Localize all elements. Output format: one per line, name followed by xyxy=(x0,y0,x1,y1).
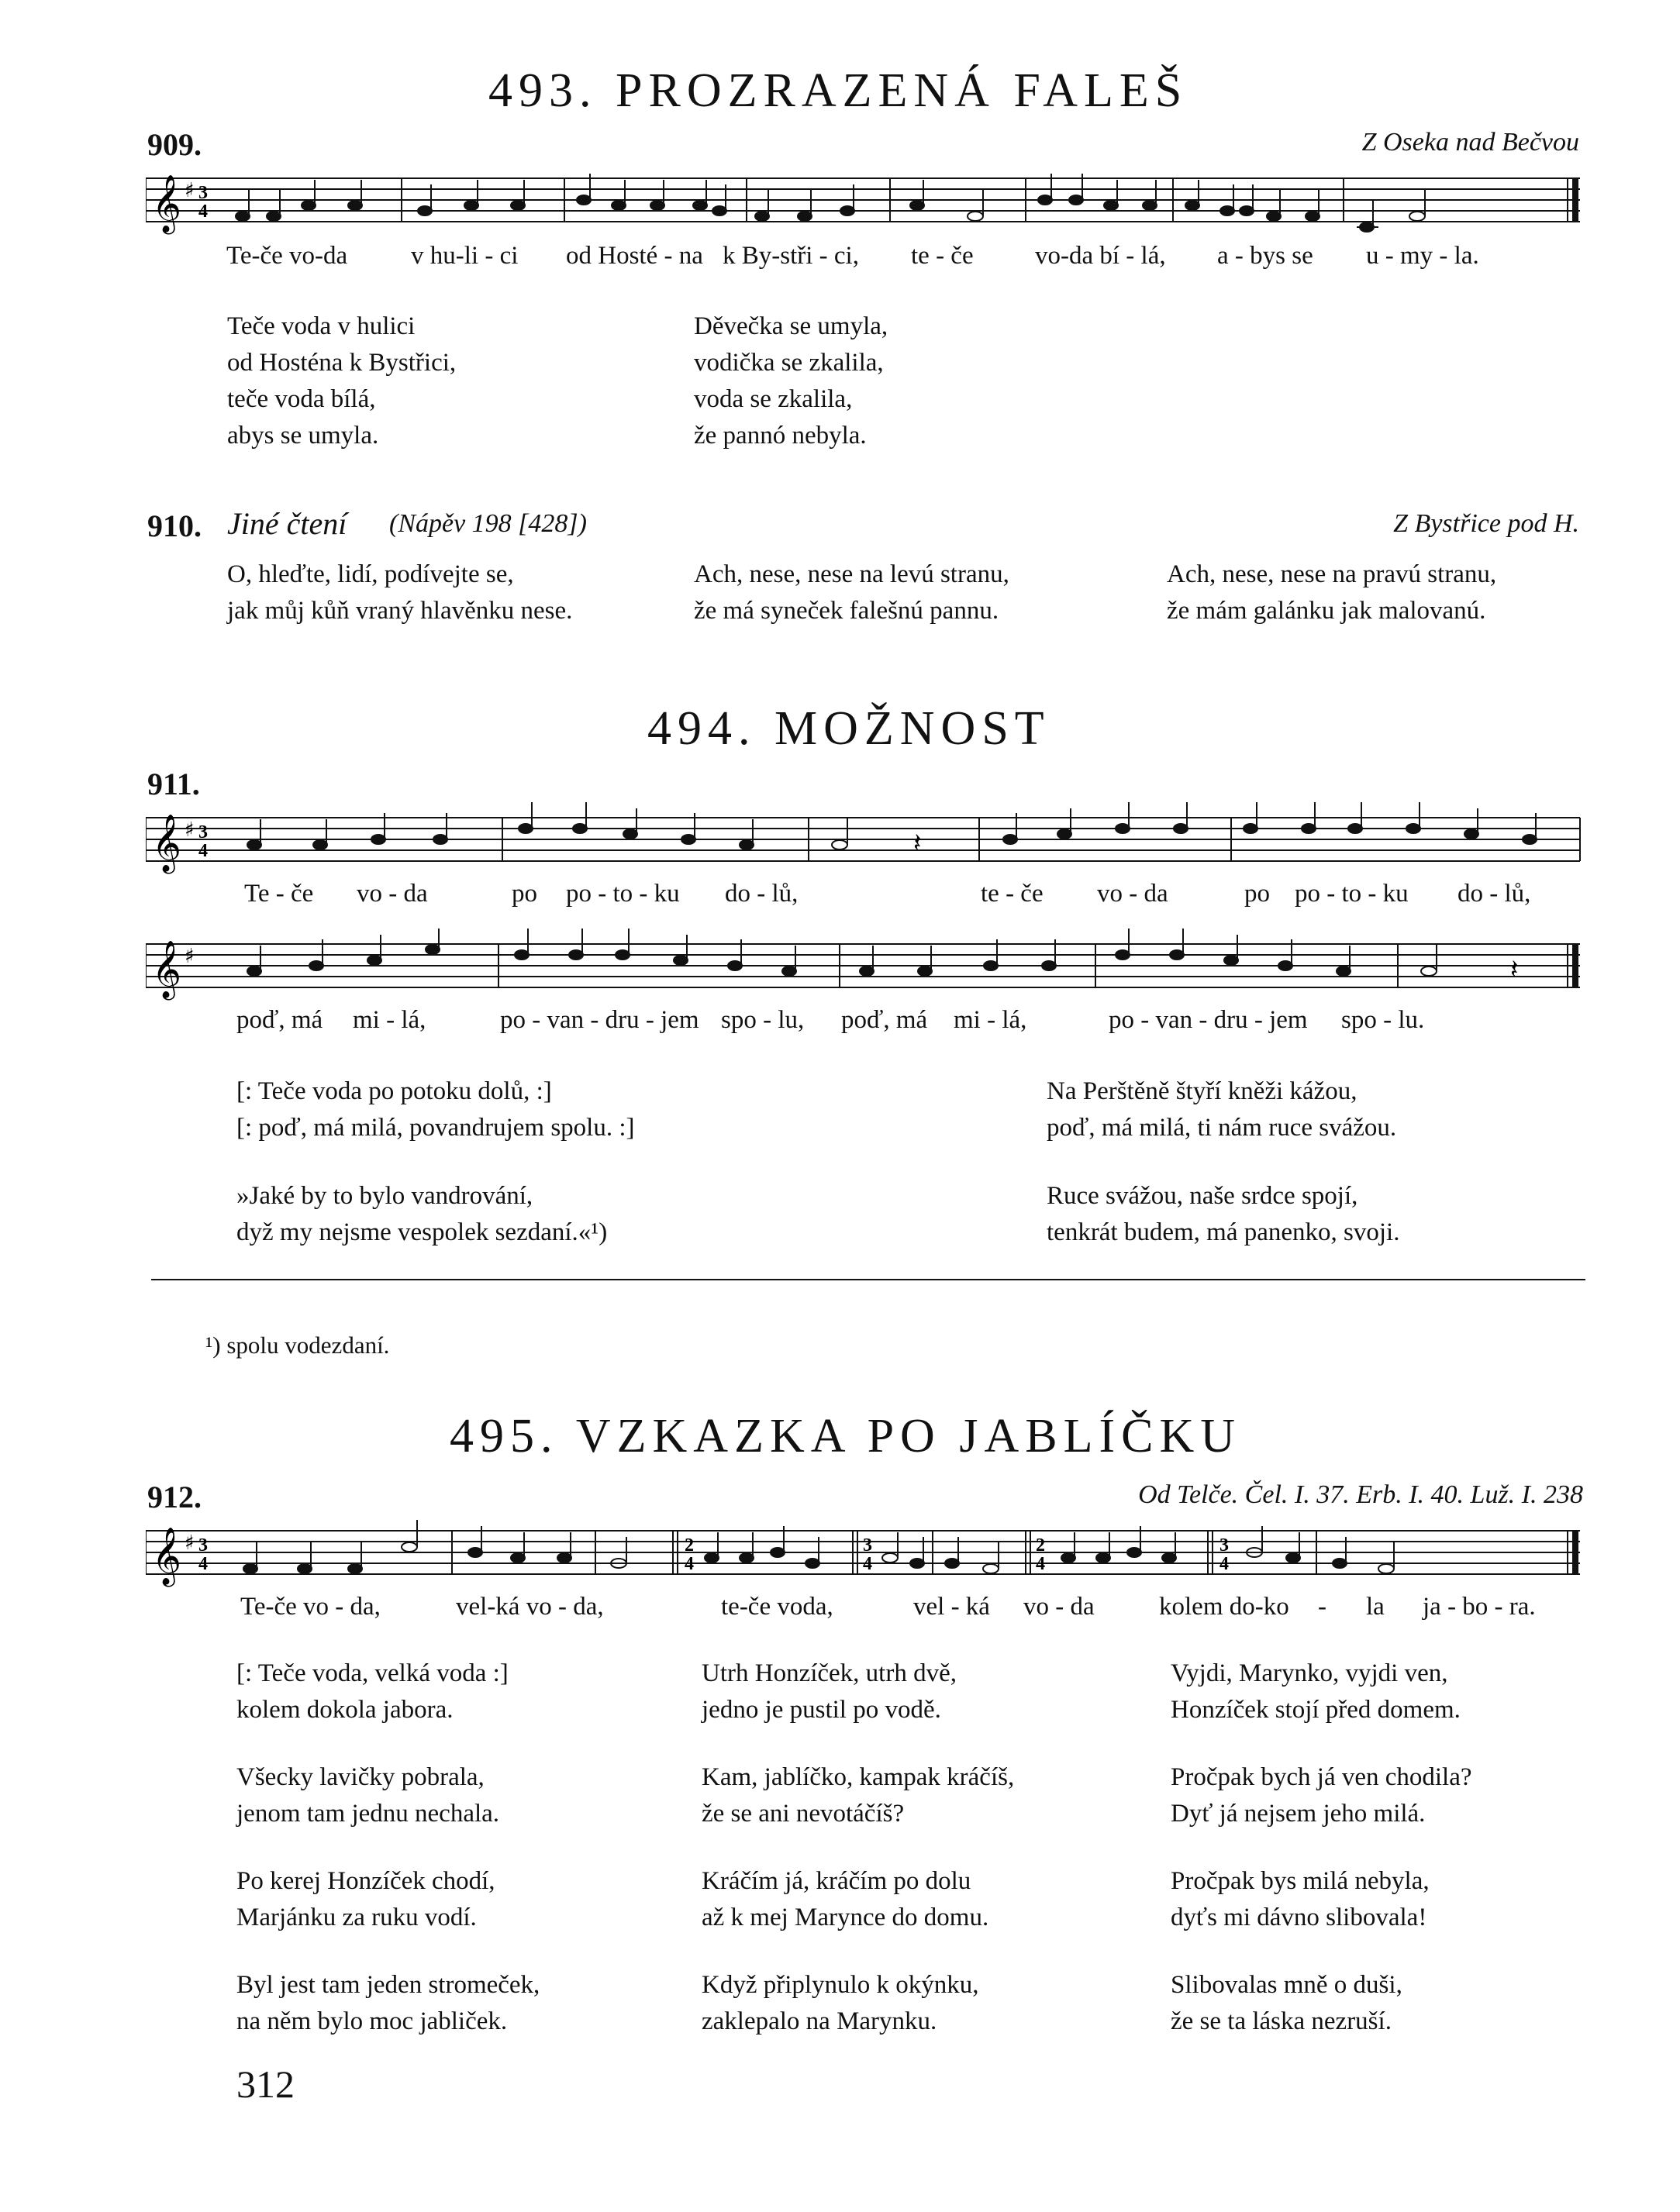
variant-label: Jiné čtení xyxy=(227,506,347,541)
music-staff-909 xyxy=(146,163,1584,240)
verse-494-col1a: [: Teče voda po potoku dolů, :] [: poď, má milá, povandrujem spolu. :] xyxy=(236,1077,635,1142)
variant-source: Z Bystřice pod H. xyxy=(1393,509,1579,538)
verse-495-c2v4: Když připlynulo k okýnku, zaklepalo na Marynku. xyxy=(702,1971,979,2035)
verse-494-col2b: Ruce svážou, naše srdce spojí, tenkrát budem, má panenko, svoji. xyxy=(1047,1182,1400,1246)
verse-495-c3v2: Pročpak bych já ven chodila? Dyť já nejsem jeho milá. xyxy=(1171,1763,1472,1828)
lyric-912-8: la xyxy=(1366,1593,1385,1621)
lyric-911-7: vo - da xyxy=(1097,880,1168,908)
verse-910-col3: Ach, nese, nese na pravú stranu, že mám galánku jak malovanú. xyxy=(1167,560,1497,625)
verse-493-col1: Teče voda v hulici od Hosténa k Bystřici, teče voda bílá, abys se umyla. xyxy=(227,312,457,450)
svg-text:𝄞: 𝄞 xyxy=(152,815,181,872)
source-495: Od Telče. Čel. I. 37. Erb. I. 40. Luž. I. 238 xyxy=(1138,1480,1583,1509)
svg-text:♯: ♯ xyxy=(185,818,195,842)
song-title-494: 494. MOŽNOST xyxy=(647,702,1050,755)
lyric-911-b5: poď, má xyxy=(841,1006,928,1034)
svg-text:4: 4 xyxy=(198,202,208,222)
lyric-911-6: te - če xyxy=(981,880,1044,908)
svg-text:3: 3 xyxy=(198,1535,208,1556)
lyric-912-5: vo - da xyxy=(1023,1593,1095,1621)
svg-text:♯: ♯ xyxy=(185,1532,195,1555)
verse-910-col1: O, hleďte, lidí, podívejte se, jak můj kůň vraný hlavěnku nese. xyxy=(227,560,573,625)
song-title-495: 495. VZKAZKA PO JABLÍČKU xyxy=(450,1410,1242,1463)
lyric-909-6: vo-da bí - lá, xyxy=(1035,242,1166,270)
lyric-912-9: ja - bo - ra. xyxy=(1423,1593,1536,1621)
lyric-909-2: v hu-li - ci xyxy=(411,242,519,270)
svg-text:4: 4 xyxy=(198,1554,208,1574)
svg-text:3: 3 xyxy=(198,822,208,842)
verse-495-c3v4: Slibovalas mně o duši, že se ta láska nezruší. xyxy=(1171,1971,1402,2035)
source-493: Z Oseka nad Bečvou xyxy=(1361,128,1579,157)
svg-text:2: 2 xyxy=(1036,1535,1045,1556)
lyric-912-1: Te-če vo - da, xyxy=(240,1593,381,1621)
svg-text:4: 4 xyxy=(863,1554,872,1574)
verse-910-col2: Ach, nese, nese na levú stranu, že má syneček falešnú pannu. xyxy=(694,560,1009,625)
lyric-909-7: a - bys se xyxy=(1217,242,1313,270)
lyric-911-b3: po - van - dru - jem xyxy=(500,1006,699,1034)
lyric-909-4: k By-stři - ci, xyxy=(723,242,859,270)
lyric-909-1: Te-če vo-da xyxy=(226,242,348,270)
svg-text:𝄞: 𝄞 xyxy=(152,1528,181,1585)
lyric-911-b1: poď, má xyxy=(236,1006,323,1034)
lyric-912-6: kolem do-ko xyxy=(1159,1593,1289,1621)
svg-text:3: 3 xyxy=(1219,1535,1229,1556)
verse-495-c3v3: Pročpak bys milá nebyla, dyťs mi dávno slibovala! xyxy=(1171,1867,1430,1931)
tune-number-909: 909. xyxy=(147,127,202,162)
svg-text:𝄞: 𝄞 xyxy=(152,941,181,998)
svg-text:𝄞: 𝄞 xyxy=(152,175,181,233)
verse-494-col1b: »Jaké by to bylo vandrování, dyž my nejsme vespolek sezdaní.«¹) xyxy=(236,1182,608,1246)
svg-text:3: 3 xyxy=(198,183,208,203)
svg-text:𝄽: 𝄽 xyxy=(913,828,922,859)
lyric-911-b4: spo - lu, xyxy=(721,1006,805,1034)
footnote: ¹) spolu vodezdaní. xyxy=(205,1332,390,1359)
verse-495-c2v3: Kráčím já, kráčím po dolu až k mej Marynce do domu. xyxy=(702,1867,989,1931)
lyric-911-b7: po - van - dru - jem xyxy=(1109,1006,1308,1034)
lyric-912-7: - xyxy=(1318,1593,1326,1621)
svg-text:2: 2 xyxy=(685,1535,694,1556)
lyric-909-3: od Hosté - na xyxy=(566,242,703,270)
lyric-911-b8: spo - lu. xyxy=(1341,1006,1425,1034)
lyric-912-2: vel-ká vo - da, xyxy=(456,1593,604,1621)
svg-text:4: 4 xyxy=(685,1554,694,1574)
tune-number-910: 910. xyxy=(147,508,202,543)
tune-number-911: 911. xyxy=(147,767,200,801)
svg-text:♯: ♯ xyxy=(185,945,195,968)
verse-493-col2: Děvečka se umyla, vodička se zkalila, voda se zkalila, že pannó nebyla. xyxy=(694,312,888,450)
verse-495-c1v3: Po kerej Honzíček chodí, Marjánku za ruku vodí. xyxy=(236,1867,495,1931)
lyric-909-8: u - my - la. xyxy=(1366,242,1479,270)
music-staff-912 xyxy=(146,1515,1584,1593)
lyric-911-2: vo - da xyxy=(357,880,428,908)
verse-495-c1v2: Všecky lavičky pobrala, jenom tam jednu nechala. xyxy=(236,1763,500,1828)
song-title-493: 493. PROZRAZENÁ FALEŠ xyxy=(488,64,1188,117)
footnote-rule xyxy=(151,1279,1585,1280)
lyric-911-9: po - to - ku xyxy=(1295,880,1409,908)
lyric-911-4: po - to - ku xyxy=(566,880,680,908)
lyric-911-10: do - lů, xyxy=(1457,880,1531,908)
verse-495-c3v1: Vyjdi, Marynko, vyjdi ven, Honzíček stojí před domem. xyxy=(1171,1659,1461,1724)
svg-text:4: 4 xyxy=(1219,1554,1229,1574)
lyric-911-b2: mi - lá, xyxy=(353,1006,426,1034)
verse-495-c1v1: [: Teče voda, velká voda :] kolem dokola jabora. xyxy=(236,1659,509,1724)
music-staff-911-a xyxy=(146,802,1584,880)
verse-495-c2v2: Kam, jablíčko, kampak kráčíš, že se ani nevotáčíš? xyxy=(702,1763,1015,1828)
lyric-911-1: Te - če xyxy=(244,880,314,908)
svg-text:𝄽: 𝄽 xyxy=(1510,954,1519,985)
lyric-912-4: vel - ká xyxy=(913,1593,990,1621)
svg-text:4: 4 xyxy=(1036,1554,1045,1574)
page-number: 312 xyxy=(236,2062,295,2106)
tune-number-912: 912. xyxy=(147,1480,202,1514)
verse-495-c2v1: Utrh Honzíček, utrh dvě, jedno je pustil po vodě. xyxy=(702,1659,957,1724)
svg-text:3: 3 xyxy=(863,1535,872,1556)
music-staff-911-b xyxy=(146,929,1584,1006)
svg-text:♯: ♯ xyxy=(185,179,195,202)
svg-text:4: 4 xyxy=(198,841,208,861)
lyric-911-3: po xyxy=(512,880,537,908)
lyric-909-5: te - če xyxy=(911,242,974,270)
verse-494-col2a: Na Perštěně štyří kněži kážou, poď, má milá, ti nám ruce svážou. xyxy=(1047,1077,1397,1142)
verse-495-c1v4: Byl jest tam jeden stromeček, na něm bylo moc jabliček. xyxy=(236,1971,540,2035)
variant-ref: (Nápěv 198 [428]) xyxy=(389,509,587,538)
lyric-911-8: po xyxy=(1244,880,1270,908)
lyric-911-5: do - lů, xyxy=(725,880,799,908)
lyric-912-3: te-če voda, xyxy=(721,1593,833,1621)
lyric-911-b6: mi - lá, xyxy=(954,1006,1027,1034)
